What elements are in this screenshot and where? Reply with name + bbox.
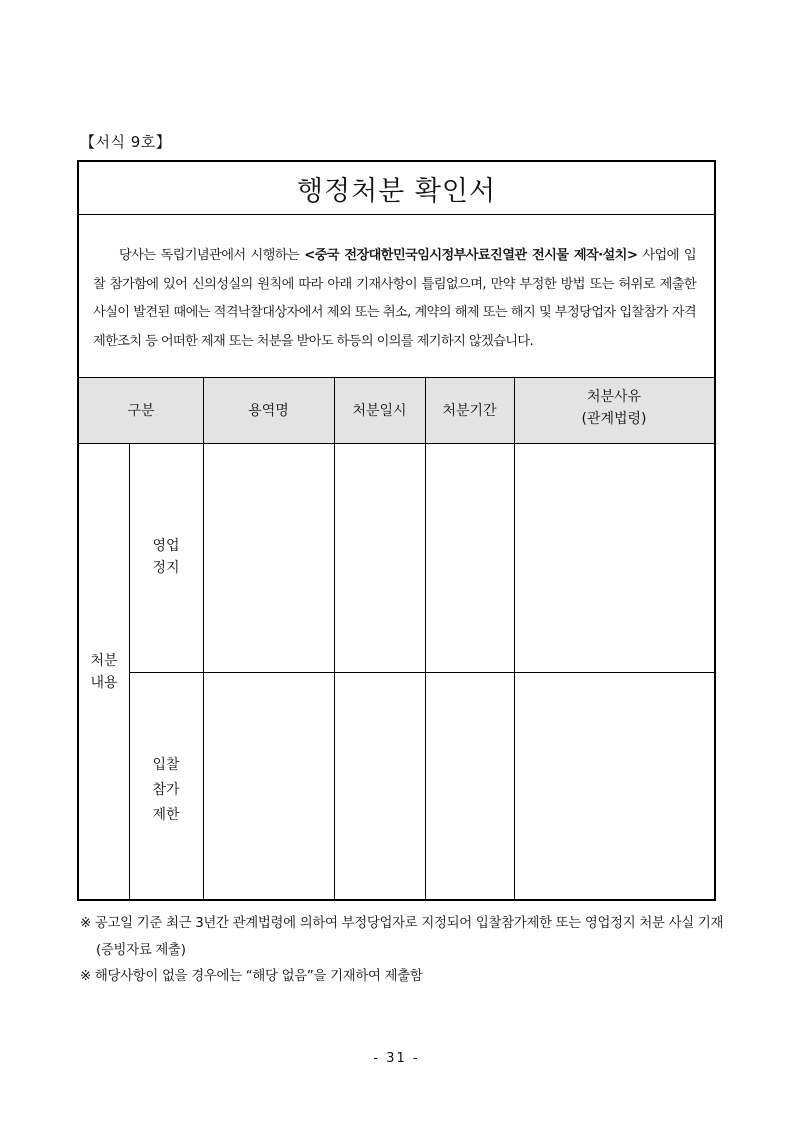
row2-reason-cell[interactable] xyxy=(515,673,714,901)
header-category: 구분 xyxy=(127,403,155,419)
row2-disposition-period-cell[interactable] xyxy=(426,673,514,901)
note-1: ※ 공고일 기준 최근 3년간 관계법령에 의하여 부정당업자로 지정되어 입찰참가제한 또는 영업정지 처분 사실 기재 xyxy=(80,916,724,931)
project-name: <중국 전장대한민국임시정부사료진열관 전시물 제작·설치> xyxy=(304,248,638,263)
form-number-label: 【서식 9호】 xyxy=(80,133,172,151)
statement-text-before: 당사는 독립기념관에서 시행하는 xyxy=(119,248,305,263)
row1-line2: 정지 xyxy=(152,560,180,576)
row-business-suspension-label xyxy=(129,535,203,579)
row1-reason-cell[interactable] xyxy=(515,443,714,672)
row-group-label xyxy=(79,650,129,694)
note-2: ※ 해당사항이 없을 경우에는 “해당 없음”을 기재하여 제출함 xyxy=(80,969,423,984)
statement-paragraph xyxy=(79,214,714,378)
header-disposition-period: 처분기간 xyxy=(442,403,497,419)
page-number: - 31 - xyxy=(373,1051,420,1066)
confirmation-form xyxy=(77,160,716,901)
row-group-line2: 내용 xyxy=(90,675,118,691)
row2-line2: 참가 xyxy=(152,782,180,798)
header-reason xyxy=(514,386,714,430)
form-title: 행정처분 확인서 xyxy=(79,162,714,215)
header-disposition-date: 처분일시 xyxy=(352,403,407,419)
row2-line3: 제한 xyxy=(152,807,180,823)
statement-text-after: 사업에 입찰 참가함에 있어 신의성실의 원칙에 따라 아래 기재사항이 틀림없으며, 만약 부정한 방법 또는 허위로 제출한 사실이 발견된 때에는 적격낙찰대상자에서 제외 또는 취소, 계약의 해제 또는 해지 및 부정당업자 입찰참가 자격제한조치 등 어떠한 제재 또는 처분을 받아도 하등의 이의를 제기하지 않겠습니다. xyxy=(93,248,696,349)
header-service-name: 용역명 xyxy=(248,403,289,419)
header-reason-line2: (관계법령) xyxy=(581,411,647,427)
row1-line1: 영업 xyxy=(152,538,180,554)
row2-line1: 입찰 xyxy=(152,757,180,773)
row2-service-name-cell[interactable] xyxy=(204,673,334,901)
row1-disposition-period-cell[interactable] xyxy=(426,443,514,672)
grid-line xyxy=(203,378,204,443)
row-group-line1: 처분 xyxy=(90,653,118,669)
row2-disposition-date-cell[interactable] xyxy=(335,673,425,901)
note-1-continued: (증빙자료 제출) xyxy=(96,943,186,958)
header-reason-line1: 처분사유 xyxy=(586,389,642,405)
row1-disposition-date-cell[interactable] xyxy=(335,443,425,672)
row1-service-name-cell[interactable] xyxy=(204,443,334,672)
row-bid-restriction-label xyxy=(129,753,203,828)
